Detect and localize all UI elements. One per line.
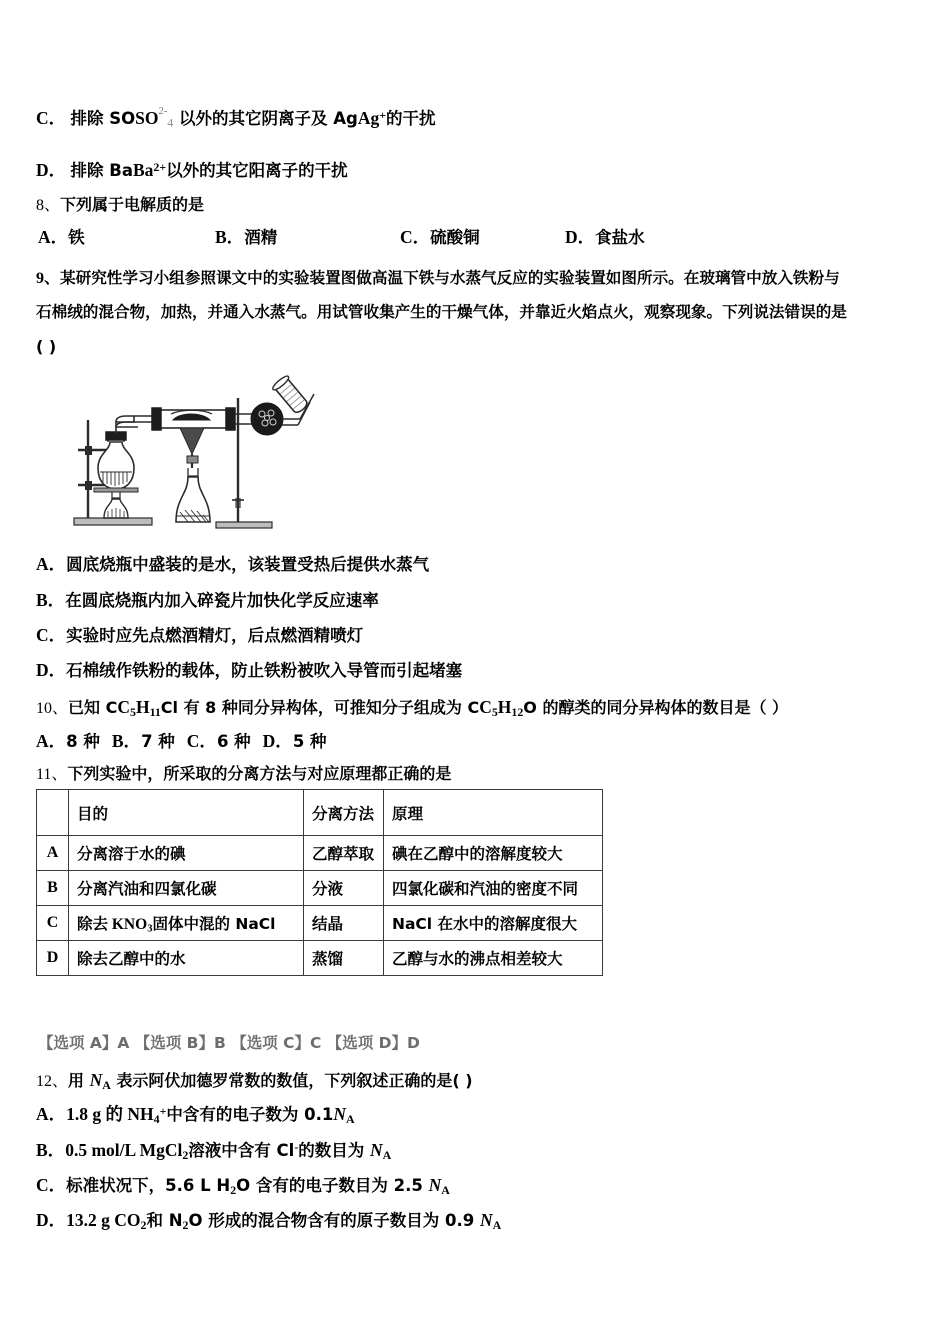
row-d-purpose: 除去乙醇中的水 [69, 941, 304, 976]
na-symbol: N [89, 1070, 103, 1090]
q10-options [36, 733, 327, 751]
q10-option-c-text: 6 种 [216, 732, 251, 751]
q12-a-seg1: 1.8 g 的 NH [66, 1104, 154, 1124]
q8-stem [36, 196, 204, 214]
q7-option-d-letter: D． [36, 160, 67, 180]
q12-c-seg2: O 含有的电子数目为 2.5 [236, 1176, 429, 1195]
q12-stem-p2: 表示阿伏加德罗常数的数值，下列叙述正确的是( ) [110, 1071, 473, 1090]
c5h11cl-sub2: 11 [149, 705, 161, 720]
nh4-sub: 4 [153, 1112, 160, 1127]
q8-stem-text: 下列属于电解质的是 [60, 195, 205, 214]
nh4-sup: + [159, 1104, 167, 1119]
q8-option-a-letter: A． [38, 227, 69, 247]
q8-option-b-text: 酒精 [244, 228, 278, 247]
row-a-method: 乙醇萃取 [304, 836, 384, 871]
na-symbol-sub: A [102, 1078, 111, 1093]
table-header-key [37, 790, 69, 836]
q12-b-na-sub: A [382, 1148, 392, 1163]
q12-option-d-letter: D． [36, 1210, 67, 1230]
row-d-key: D [37, 941, 69, 976]
n2o-sub: 2 [182, 1218, 189, 1233]
q9-option-a-letter: A． [36, 554, 67, 574]
row-d-method: 蒸馏 [304, 941, 384, 976]
q9-option-c [36, 627, 363, 645]
q10-stem-p3: Cl 有 8 种同分异构体，可推知分子组成为 C [160, 698, 480, 717]
q8-option-b-letter: B． [215, 227, 245, 247]
q9-option-d-letter: D． [36, 660, 67, 680]
row-a-purpose: 分离溶于水的碘 [69, 836, 304, 871]
row-a-key: A [37, 836, 69, 871]
q7-option-d [36, 162, 348, 180]
row-b-purpose: 分离汽油和四氯化碳 [69, 871, 304, 906]
row-b-key: B [37, 871, 69, 906]
q9-stem-line1-text: 某研究性学习小组参照课文中的实验装置图做高温下铁与水蒸气反应的实验装置如图所示。在玻璃管中放入铁粉与 [60, 269, 840, 287]
q9-option-b [36, 592, 379, 610]
q9-option-c-text: 实验时应先点燃酒精灯，后点燃酒精喷灯 [66, 626, 364, 645]
q12-option-a [36, 1104, 355, 1127]
row-c-purpose-p2: 固体中混的 NaCl [152, 915, 276, 933]
q10-stem [36, 697, 789, 720]
q9-option-a-text: 圆底烧瓶中盛装的是水，该装置受热后提供水蒸气 [66, 555, 430, 574]
q8-option-d-letter: D． [565, 227, 596, 247]
q9-stem-line2 [36, 300, 847, 322]
c5h12o-h: H [497, 697, 512, 717]
q12-option-c [36, 1175, 450, 1198]
kno3-sub: 3 [147, 923, 153, 935]
table-row [37, 836, 603, 871]
q12-d-seg2: 和 N [146, 1211, 183, 1230]
q8-number: 8、 [36, 197, 61, 214]
table-row [37, 906, 603, 941]
so4-formula: SO [135, 108, 159, 128]
q9-option-b-letter: B． [36, 590, 66, 610]
q9-option-b-text: 在圆底烧瓶内加入碎瓷片加快化学反应速率 [65, 591, 379, 610]
q12-b-seg2b: 的数目为 [298, 1141, 371, 1160]
q7-option-c-text-mid: 以外的其它阴离子及 Ag [173, 109, 358, 128]
q12-a-seg2: 中含有的电子数为 0.1 [166, 1105, 334, 1124]
row-c-method: 结晶 [304, 906, 384, 941]
q12-c-na: N [428, 1175, 442, 1195]
q9-answer-blank: ( ) [36, 337, 57, 356]
q12-option-b [36, 1140, 392, 1163]
ba-formula: Ba [132, 160, 154, 180]
q8-option-c-text: 硫酸铜 [430, 228, 480, 247]
q8-option-d-text: 食盐水 [595, 228, 645, 247]
q12-option-a-letter: A． [36, 1104, 67, 1124]
q7-option-c-text-end: 的干扰 [385, 109, 436, 128]
q12-d-seg2b: O 形成的混合物含有的原子数目为 0.9 [188, 1211, 480, 1230]
ba-charge-sup: 2+ [153, 160, 167, 175]
q10-option-c-letter: C． [186, 731, 217, 751]
q9-stem-line2-text: 石棉绒的混合物，加热，并通入水蒸气。用试管收集产生的干燥气体，并靠近火焰点火，观察现象。下列说法错误的是 [36, 303, 847, 321]
table-header-purpose: 目的 [69, 790, 304, 836]
separation-methods-table [36, 789, 603, 976]
q7-option-c [36, 106, 436, 130]
h2o-sub: 2 [230, 1183, 237, 1198]
ag-charge-sup: + [379, 108, 386, 123]
cl-minus-sup: - [294, 1140, 299, 1155]
q12-d-na: N [479, 1210, 493, 1230]
row-a-principle: 碘在乙醇中的溶解度较大 [384, 836, 603, 871]
q12-d-seg1: 13.2 g CO [66, 1210, 141, 1230]
q8-option-a-text: 铁 [68, 228, 85, 247]
q12-b-seg1: 0.5 mol/L MgCl [65, 1140, 183, 1160]
row-c-purpose-p1: 除去 KNO [77, 916, 148, 933]
q12-stem [36, 1070, 473, 1093]
row-c-purpose [69, 906, 304, 941]
q12-b-na: N [370, 1140, 383, 1160]
q10-stem-p5: O 的醇类的同分异构体的数目是（ ） [523, 698, 789, 717]
q8-option-a [38, 229, 85, 247]
c5h12o-sub1: 5 [491, 705, 498, 720]
q10-stem-p1: 已知 C [68, 698, 118, 717]
q10-option-b-text: 7 种 [141, 732, 175, 751]
q7-option-d-text-before: 排除 Ba [70, 161, 133, 180]
q9-option-d [36, 662, 462, 680]
q10-option-a-text: 8 种 [66, 732, 100, 751]
c5h12o-sub2: 12 [511, 705, 524, 720]
ag-formula: Ag [357, 108, 380, 128]
c5h11cl-c: C [117, 697, 130, 717]
q12-d-na-sub: A [492, 1218, 502, 1233]
row-c-key: C [37, 906, 69, 941]
q9-option-c-letter: C． [36, 625, 67, 645]
q10-option-d-text: 5 种 [292, 732, 327, 751]
q7-option-c-text-before: 排除 SO [70, 109, 136, 128]
table-row [37, 941, 603, 976]
mgcl2-sub: 2 [182, 1148, 189, 1163]
so4-count-sub: 4 [167, 115, 174, 130]
q12-a-na-sub: A [346, 1112, 355, 1127]
q11-number: 11、 [36, 766, 68, 783]
q8-option-b [215, 229, 277, 247]
table-header-principle: 原理 [384, 790, 603, 836]
row-d-principle: 乙醇与水的沸点相差较大 [384, 941, 603, 976]
q12-number: 12、 [36, 1073, 69, 1090]
co2-sub: 2 [140, 1218, 147, 1233]
q9-number: 9、 [36, 270, 61, 287]
row-b-principle: 四氯化碳和汽油的密度不同 [384, 871, 603, 906]
q12-c-na-sub: A [441, 1183, 450, 1198]
c5h12o-c: C [479, 697, 492, 717]
table-header-row [37, 790, 603, 836]
q9-stem-line1 [36, 265, 840, 288]
table-row [37, 871, 603, 906]
q12-option-c-letter: C． [36, 1175, 67, 1195]
q12-b-seg2: 溶液中含有 Cl [188, 1141, 295, 1160]
c5h11cl-sub1: 5 [129, 705, 136, 720]
c5h11cl-h: H [135, 697, 150, 717]
row-c-principle: NaCl 在水中的溶解度很大 [384, 906, 603, 941]
q7-option-d-text-after: 以外的其它阳离子的干扰 [166, 161, 348, 180]
q10-option-b-letter: B． [111, 731, 142, 751]
q11-stem [36, 765, 451, 783]
q11-stem-text: 下列实验中，所采取的分离方法与对应原理都正确的是 [67, 764, 452, 783]
q12-c-seg1: 标准状况下，5.6 L H [66, 1176, 231, 1195]
q12-stem-p1: 用 [68, 1071, 90, 1090]
q9-option-a [36, 556, 429, 574]
q11-answer-options-line: 【选项 A】A 【选项 B】B 【选项 C】C 【选项 D】D [38, 1034, 420, 1052]
q10-option-d-letter: D． [262, 731, 293, 751]
q12-option-d [36, 1210, 502, 1233]
q9-option-d-text: 石棉绒作铁粉的载体，防止铁粉被吹入导管而引起堵塞 [66, 661, 463, 680]
q12-option-b-letter: B． [36, 1140, 66, 1160]
q8-option-c [400, 229, 480, 247]
so4-charge-sup: 2- [158, 106, 168, 118]
q7-option-c-letter: C． [36, 108, 67, 128]
q10-number: 10、 [36, 700, 69, 717]
table-header-method: 分离方法 [304, 790, 384, 836]
row-b-method: 分液 [304, 871, 384, 906]
q8-option-c-letter: C． [400, 227, 431, 247]
q8-option-d [565, 229, 645, 247]
q12-a-na: N [333, 1104, 346, 1124]
q10-option-a-letter: A． [36, 731, 67, 751]
iron-water-vapor-apparatus-figure [68, 372, 318, 537]
q9-stem-line3 [36, 337, 56, 356]
